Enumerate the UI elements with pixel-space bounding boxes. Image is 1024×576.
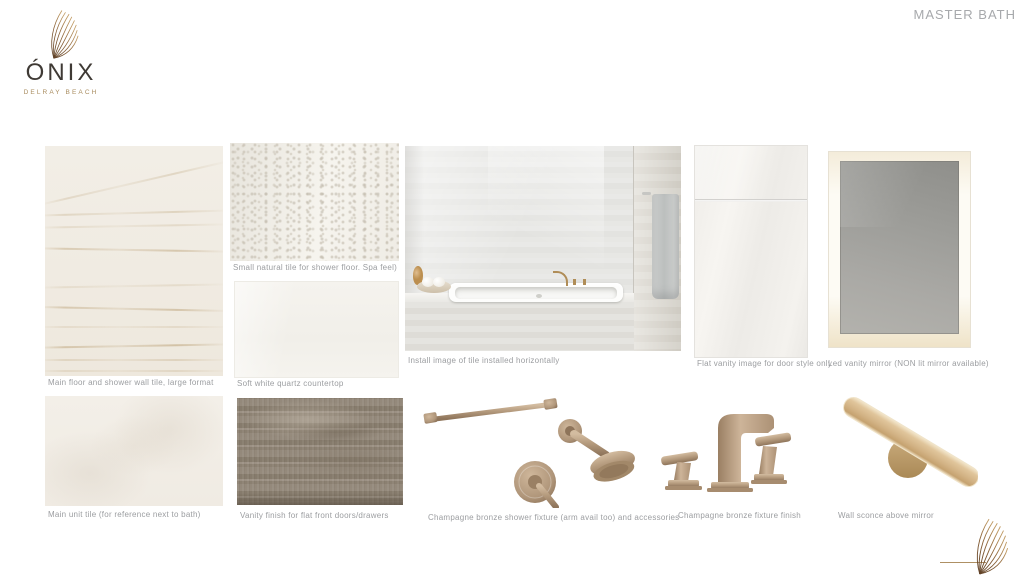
towel-bar-icon <box>423 398 557 424</box>
caption-main-floor-tile: Main floor and shower wall tile, large format <box>48 378 214 387</box>
photo-tile-install <box>405 146 681 351</box>
bath-faucet-handle <box>573 279 576 285</box>
brand-logo <box>20 6 102 96</box>
caption-main-unit-tile: Main unit tile (for reference next to bath) <box>48 510 201 519</box>
bath-tub-deck <box>405 301 634 351</box>
shower-valve-icon <box>514 461 556 507</box>
caption-vanity-wood-finish: Vanity finish for flat front doors/drawers <box>240 511 389 520</box>
caption-flat-vanity-door: Flat vanity image for door style only <box>697 359 833 368</box>
image-led-vanity-mirror <box>828 151 971 348</box>
wall-sconce-image <box>832 390 978 496</box>
bath-tub-drain <box>536 294 542 298</box>
swatch-vanity-wood-finish <box>237 398 403 505</box>
brand-name: ÓNIX <box>25 59 97 86</box>
shower-fixture-set-image <box>418 394 644 508</box>
bath-hanging-towel <box>652 194 679 299</box>
caption-led-vanity-mirror: Led vanity mirror (NON lit mirror available) <box>828 359 989 368</box>
faucet-right-handle-icon <box>751 432 792 484</box>
caption-shower-fixture: Champagne bronze shower fixture (arm avail too) and accessories <box>428 513 680 522</box>
caption-wall-sconce: Wall sconce above mirror <box>838 511 934 520</box>
swatch-quartz-countertop <box>234 281 399 378</box>
swatch-main-floor-tile <box>45 146 223 376</box>
swatch-main-unit-tile <box>45 396 223 506</box>
mirror-glass <box>840 161 959 334</box>
swatch-shower-floor-tile <box>230 143 399 261</box>
bath-tub-basin <box>455 287 617 299</box>
shower-head-icon <box>558 419 639 486</box>
swatch-flat-vanity-door <box>694 145 808 358</box>
bath-gold-faucet <box>553 271 568 286</box>
caption-shower-floor-tile: Small natural tile for shower floor. Spa feel) <box>233 263 398 272</box>
bath-towel-hook <box>642 192 651 195</box>
brand-location: DELRAY BEACH <box>23 89 99 96</box>
footer-feather-icon <box>966 514 1010 576</box>
bath-rolled-towels <box>422 277 448 287</box>
bath-tub <box>449 283 623 302</box>
page-title: MASTER BATH <box>913 7 1016 22</box>
caption-fixture-finish: Champagne bronze fixture finish <box>678 511 801 520</box>
bath-faucet-handle <box>583 279 586 285</box>
faucet-image <box>656 406 792 494</box>
bath-light-beam <box>488 146 604 273</box>
caption-tile-install: Install image of tile installed horizontally <box>408 356 560 365</box>
faucet-left-handle-icon <box>661 451 702 490</box>
feather-logo-icon <box>42 6 80 60</box>
caption-quartz-countertop: Soft white quartz countertop <box>237 379 344 388</box>
